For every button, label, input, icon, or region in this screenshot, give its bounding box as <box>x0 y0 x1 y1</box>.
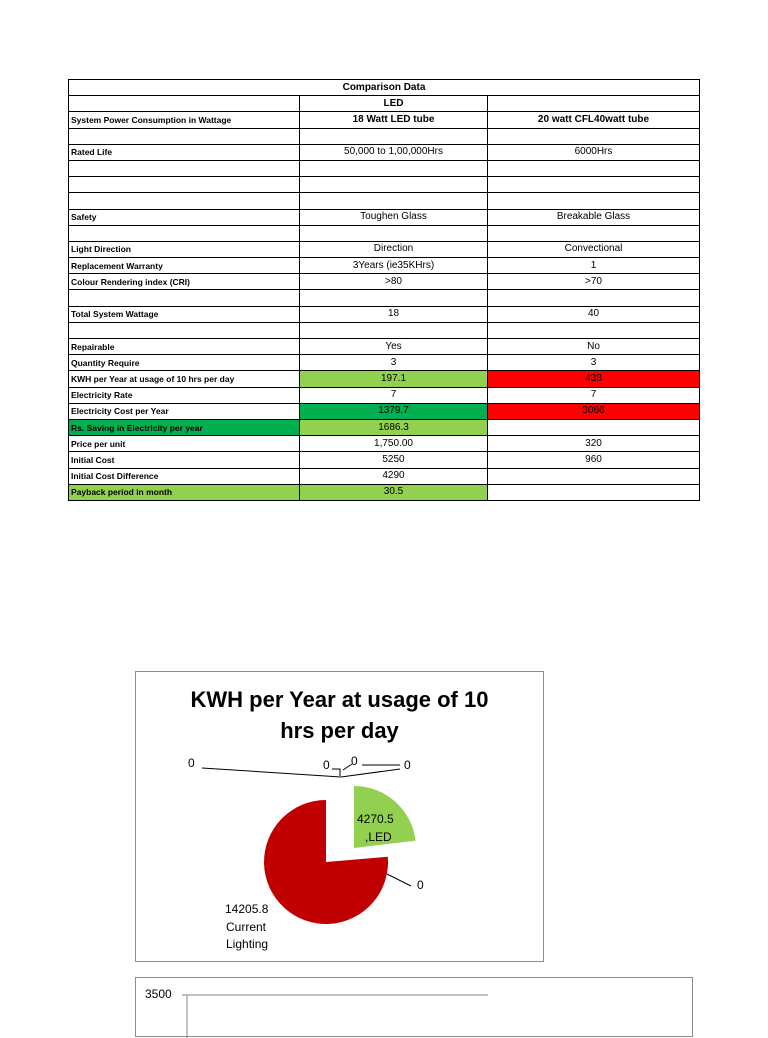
cfl-value <box>488 177 700 193</box>
cfl-value <box>488 322 700 338</box>
table-row <box>69 225 700 241</box>
row-label <box>69 322 300 338</box>
led-value: Yes <box>300 339 488 355</box>
table-row <box>69 371 700 387</box>
cfl-value: 320 <box>488 436 700 452</box>
bar-chart <box>135 977 693 1037</box>
table-row <box>69 144 700 160</box>
pie-title-line-1: KWH per Year at usage of 10 <box>190 687 489 712</box>
pie-zero-label-1: 0 <box>188 756 195 770</box>
table-row <box>69 112 700 128</box>
led-value <box>300 290 488 306</box>
pie-zero-label-4: 0 <box>404 758 411 772</box>
cfl-value <box>488 160 700 176</box>
cfl-value <box>488 290 700 306</box>
cfl-value <box>488 484 700 500</box>
table-row <box>69 274 700 290</box>
table-row <box>69 436 700 452</box>
table-row <box>69 209 700 225</box>
table-row <box>69 419 700 435</box>
led-value: 50,000 to 1,00,000Hrs <box>300 144 488 160</box>
table-row <box>69 160 700 176</box>
table-row <box>69 290 700 306</box>
pie-current-name-line-1: Current <box>226 920 267 934</box>
cfl-value: No <box>488 339 700 355</box>
row-label: Electricity Cost per Year <box>69 403 300 419</box>
pie-leader-line-2 <box>341 769 400 777</box>
led-value <box>300 322 488 338</box>
table-row <box>69 468 700 484</box>
y-axis-tick-label: 3500 <box>145 987 172 1001</box>
led-value: 5250 <box>300 452 488 468</box>
led-value: 18 Watt LED tube <box>300 112 488 128</box>
led-value: 3 <box>300 355 488 371</box>
row-label: Payback period in month <box>69 484 300 500</box>
row-label: Light Direction <box>69 241 300 257</box>
table-row <box>69 306 700 322</box>
row-label <box>69 177 300 193</box>
cfl-value <box>488 128 700 144</box>
table-row <box>69 387 700 403</box>
table-row <box>69 452 700 468</box>
row-label: Repairable <box>69 339 300 355</box>
row-label: Rated Life <box>69 144 300 160</box>
row-label <box>69 128 300 144</box>
row-label: Price per unit <box>69 436 300 452</box>
pie-plot <box>136 672 545 963</box>
pie-leader-line-3 <box>332 769 340 776</box>
led-value <box>300 160 488 176</box>
cfl-value: >70 <box>488 274 700 290</box>
pie-zero-label-3: 0 <box>351 754 358 768</box>
cfl-value: Convectional <box>488 241 700 257</box>
comparison-table <box>68 79 700 501</box>
table-row <box>69 258 700 274</box>
led-value <box>300 128 488 144</box>
led-value: Direction <box>300 241 488 257</box>
kwh-pie-chart <box>135 671 544 962</box>
table-row <box>69 80 700 96</box>
row-label: System Power Consumption in Wattage <box>69 112 300 128</box>
cfl-value: 6000Hrs <box>488 144 700 160</box>
table-title: Comparison Data <box>69 80 700 96</box>
pie-zero-label-2: 0 <box>323 758 330 772</box>
pie-title-line-2: hrs per day <box>280 718 399 743</box>
led-value: >80 <box>300 274 488 290</box>
led-value: 18 <box>300 306 488 322</box>
row-label <box>69 193 300 209</box>
led-value: 197.1 <box>300 371 488 387</box>
led-value: Toughen Glass <box>300 209 488 225</box>
table-row <box>69 193 700 209</box>
pie-leader-line-6 <box>387 874 411 886</box>
pie-led-value-label: 4270.5 <box>357 812 394 826</box>
cfl-value: 3066 <box>488 403 700 419</box>
table-row <box>69 128 700 144</box>
led-value: 3Years (ie35KHrs) <box>300 258 488 274</box>
cfl-value <box>488 96 700 112</box>
row-label <box>69 290 300 306</box>
row-label: Rs. Saving in Electricity per year <box>69 419 300 435</box>
row-label <box>69 96 300 112</box>
cfl-value: 7 <box>488 387 700 403</box>
table-row <box>69 177 700 193</box>
table-row <box>69 241 700 257</box>
pie-led-name-label: ,LED <box>365 830 392 844</box>
table-row <box>69 403 700 419</box>
led-value: 4290 <box>300 468 488 484</box>
row-label: KWH per Year at usage of 10 hrs per day <box>69 371 300 387</box>
led-value: 7 <box>300 387 488 403</box>
led-value <box>300 225 488 241</box>
bar-chart-axes <box>136 978 694 1038</box>
led-value: 1,750.00 <box>300 436 488 452</box>
row-label: Initial Cost <box>69 452 300 468</box>
table-row <box>69 339 700 355</box>
row-label: Electricity Rate <box>69 387 300 403</box>
cfl-value: 960 <box>488 452 700 468</box>
table-row <box>69 96 700 112</box>
led-value: 1686.3 <box>300 419 488 435</box>
pie-zero-label-5: 0 <box>417 878 424 892</box>
pie-current-name-line-2: Lighting <box>226 937 269 951</box>
cfl-value: Breakable Glass <box>488 209 700 225</box>
cfl-value: 3 <box>488 355 700 371</box>
cfl-value: 20 watt CFL40watt tube <box>488 112 700 128</box>
cfl-value <box>488 419 700 435</box>
led-value <box>300 177 488 193</box>
table-row <box>69 322 700 338</box>
row-label: Initial Cost Difference <box>69 468 300 484</box>
table-row <box>69 355 700 371</box>
led-value: LED <box>300 96 488 112</box>
row-label: Total System Wattage <box>69 306 300 322</box>
pie-leader-line-1 <box>202 768 341 777</box>
cfl-value: 438 <box>488 371 700 387</box>
led-value: 30.5 <box>300 484 488 500</box>
led-value: 1379.7 <box>300 403 488 419</box>
cfl-value: 40 <box>488 306 700 322</box>
row-label <box>69 160 300 176</box>
row-label <box>69 225 300 241</box>
led-value <box>300 193 488 209</box>
row-label: Quantity Require <box>69 355 300 371</box>
row-label: Safety <box>69 209 300 225</box>
pie-current-value-label: 14205.8 <box>225 902 269 916</box>
cfl-value: 1 <box>488 258 700 274</box>
table-row <box>69 484 700 500</box>
cfl-value <box>488 193 700 209</box>
cfl-value <box>488 225 700 241</box>
cfl-value <box>488 468 700 484</box>
row-label: Replacement Warranty <box>69 258 300 274</box>
row-label: Colour Rendering index (CRI) <box>69 274 300 290</box>
